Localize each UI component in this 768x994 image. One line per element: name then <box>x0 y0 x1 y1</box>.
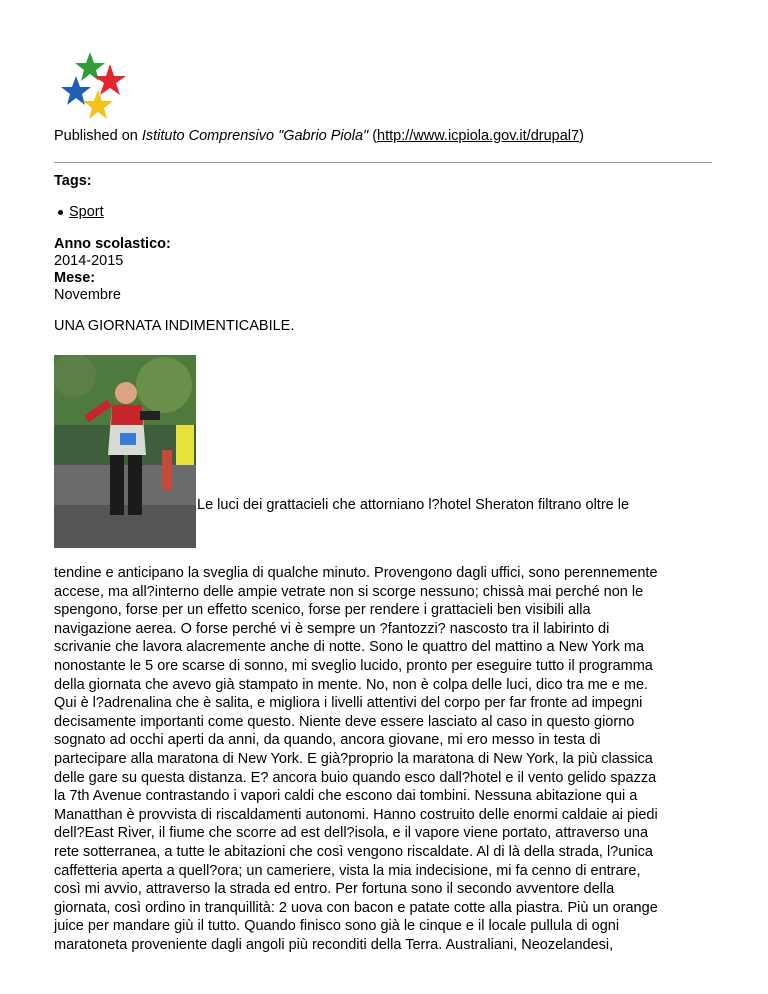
mese-label: Mese: <box>54 270 96 286</box>
bullet-icon <box>58 210 63 215</box>
article-body <box>54 564 726 954</box>
body-line: dell?East River, il fiume che scorre ad est dell?isola, e il vapore viene portato, attraverso una <box>54 825 649 842</box>
mese-value: Novembre <box>54 287 121 303</box>
header-divider <box>54 162 712 163</box>
site-url-link[interactable]: http://www.icpiola.gov.it/drupal7 <box>377 128 580 144</box>
body-line: tendine e anticipano la sveglia di qualche minuto. Provengono dagli uffici, sono perennemente <box>54 565 658 581</box>
anno-scolastico-label: Anno scolastico: <box>54 236 171 252</box>
body-line: decisamente importanti come questo. Niente deve essere lasciato al caso in questo giorno <box>54 713 635 730</box>
photo-caption-text: Le luci dei grattacieli che attorniano l?hotel Sheraton filtrano oltre le <box>197 497 630 513</box>
body-line: Qui è l?adrenalina che è salita, e migliora i livelli attentivi del corpo per far fronte ad impegni <box>54 695 643 712</box>
published-prefix: Published on <box>54 128 138 144</box>
body-line: nonostante le 5 ore scarse di sonno, mi sveglio lucido, pronto per eseguire tutto il programma <box>54 657 653 674</box>
school-stars-logo-icon <box>58 50 130 122</box>
body-line: così mi avvio, attraverso la strada ed entro. Per fortuna sono il secondo avventore della <box>54 881 615 898</box>
body-line: sognato ad occhi aperti da anni, da quando, ancora giovane, mi ero messo in testa di <box>54 732 601 749</box>
body-line: delle gare su questa distanza. E? ancora buio quando esco dall?hotel e il vento gelido spazza <box>54 769 657 786</box>
marathon-runner-photo <box>54 355 196 548</box>
body-line: la 7th Avenue contrastando i vapori caldi che escono dai tombini. Nessuna abitazione qui a <box>54 788 638 805</box>
url-close-paren: ) <box>579 128 584 144</box>
body-line: caffetteria aperta a quell?ora; un cameriere, vista la mia indecisione, mi fa cenno di entrare, <box>54 862 641 879</box>
article-title: UNA GIORNATA INDIMENTICABILE. <box>54 318 295 334</box>
url-open-paren: ( <box>372 128 378 144</box>
body-line: partecipare alla maratona di New York. E già?proprio la maratona di New York, la più classica <box>54 750 653 767</box>
body-line: maratoneta proveniente dagli angoli più reconditi della Terra. Australiani, Neozelandesi, <box>54 936 614 953</box>
body-line: spengono, forse per un effetto scenico, forse per rendere i grattacieli ben visibili alla <box>54 602 591 619</box>
tags-label: Tags: <box>54 173 92 189</box>
anno-scolastico-value: 2014-2015 <box>54 253 124 269</box>
body-line: navigazione aerea. O forse perché vi è sempre un ?fantozzi? nascosto tra il labirinto di <box>54 620 610 637</box>
body-line: giornata, così ordino in tranquillità: 2 uova con bacon e patate cotte alla piastra. Più un orange <box>54 899 658 916</box>
tag-list-item <box>58 204 104 221</box>
article-meta <box>54 236 171 304</box>
body-line: juice per mandare giù il tutto. Quando finisco sono già le cinque e il locale pullula di ogni <box>54 918 620 935</box>
site-name: Istituto Comprensivo "Gabrio Piola" <box>141 128 369 144</box>
tag-link-sport[interactable]: Sport <box>69 204 104 220</box>
body-line: Manatthan è provvista di riscaldamenti autonomi. Hanno costruito delle enormi caldaie ai piedi <box>54 806 658 823</box>
body-line: della giornata che avevo già stampato in mente. No, non è colpa delle luci, dico tra me e me. <box>54 676 649 693</box>
published-on-line <box>54 127 584 145</box>
body-line: scrivanie che lavora alacremente anche di notte. Sono le quattro del mattino a New York ma <box>54 639 645 656</box>
body-line: accese, ma all?interno delle ampie vetrate non si scorge nessuno; chissà mai perché non le <box>54 583 644 600</box>
body-line: rete sotterranea, a tutte le abitazioni che così vengono riscaldate. Al di là della strada, l?unica <box>54 843 653 860</box>
